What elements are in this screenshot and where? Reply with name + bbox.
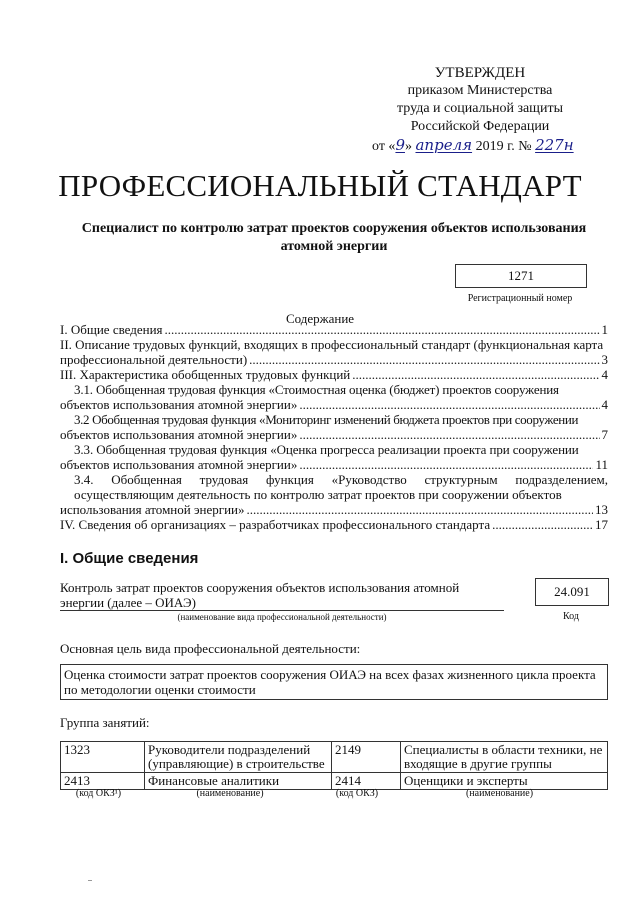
- toc-item-3-3[interactable]: [60, 442, 608, 472]
- occupation-name-cell: Финансовые аналитики: [145, 773, 332, 790]
- activity-code-caption: Код: [563, 611, 579, 622]
- toc-item-text: профессиональной деятельности): [60, 352, 248, 367]
- toc-item-text: объектов использования атомной энергии»: [60, 457, 298, 472]
- toc-item-page: 13: [595, 502, 608, 517]
- section-heading: I. Общие сведения: [60, 550, 199, 567]
- goal-label: Основная цель вида профессиональной деятельности:: [60, 641, 361, 656]
- document-title: ПРОФЕССИОНАЛЬНЫЙ СТАНДАРТ: [58, 168, 582, 203]
- toc-item-text-lead: 3.3. Обобщенная трудовая функция «Оценка прогресса реализации проекта при сооружении: [74, 442, 579, 457]
- approval-title: УТВЕРЖДЕН: [434, 65, 526, 81]
- toc-item-page: 7: [601, 427, 608, 442]
- goal-text-box: Оценка стоимости затрат проектов сооружения ОИАЭ на всех фазах жизненного цикла проекта по методологии оценки стоимости: [60, 664, 608, 700]
- table-row: [61, 773, 608, 790]
- name-caption-2: (наименование): [465, 788, 534, 799]
- okz-code-cell: 2149: [332, 742, 401, 773]
- okz-caption-2: (код ОКЗ): [335, 788, 379, 799]
- toc-item-page: 4: [601, 367, 608, 382]
- registration-number-box: 1271: [455, 264, 587, 288]
- toc-item-text: использования атомной энергии»: [60, 502, 245, 517]
- approval-line-federation: Российской Федерации: [410, 119, 550, 134]
- toc-item-3-4[interactable]: [60, 472, 608, 517]
- toc-item-text-lead: 3.1. Обобщенная трудовая функция «Стоимостная оценка (бюджет) проектов сооружения: [74, 382, 559, 397]
- okz-code-cell: 1323: [61, 742, 145, 773]
- activity-caption: (наименование вида профессиональной деятельности): [177, 612, 387, 622]
- toc-heading: Содержание: [285, 311, 355, 326]
- order-month-handwritten: апреля: [415, 136, 473, 154]
- toc-item-page: 17: [595, 517, 608, 532]
- approval-block: [360, 64, 600, 156]
- toc-item-page: 3: [601, 352, 608, 367]
- okz-code-cell: 2414: [332, 773, 401, 790]
- toc-item-page: 11: [595, 457, 608, 472]
- toc-item-3-2[interactable]: [60, 412, 608, 442]
- toc-item-text: I. Общие сведения: [60, 322, 163, 337]
- approval-line-ministry: приказом Министерства: [407, 83, 553, 98]
- activity-underline: [60, 610, 504, 611]
- toc-item-page: 4: [601, 397, 608, 412]
- toc-item-text: объектов использования атомной энергии»: [60, 397, 298, 412]
- approval-line-labor: труда и социальной защиты: [397, 101, 563, 116]
- occupation-group-label: Группа занятий:: [60, 715, 150, 730]
- table-row: [61, 742, 608, 773]
- occupation-name-cell: Специалисты в области техники, не входящие в другие группы: [401, 742, 608, 773]
- okz-caption-1: (код ОКЗ¹): [75, 788, 122, 799]
- order-prefix: от «: [372, 139, 396, 154]
- order-mid: »: [404, 139, 412, 154]
- toc-item-text-lead: II. Описание трудовых функций, входящих в профессиональный стандарт (функциональная карта: [60, 337, 604, 352]
- toc-item-text-lead: 3.4. Обобщенная трудовая функция «Руководство структурным подразделением, осуществляющим деятельность по контролю затрат проектов при сооружении объектов: [74, 472, 608, 502]
- occupation-table: [60, 741, 608, 790]
- activity-name: Контроль затрат проектов сооружения объектов использования атомной энергии (далее – ОИАЭ): [60, 580, 460, 610]
- toc-item-text-lead: 3.2 Обобщенная трудовая функция «Мониторинг изменений бюджета проектов при сооружении: [74, 412, 579, 427]
- toc-item-page: 1: [601, 322, 608, 337]
- okz-code-cell: 2413: [61, 773, 145, 790]
- approval-order-line: [360, 136, 600, 156]
- table-of-contents: [60, 322, 608, 532]
- toc-item-text: IV. Сведения об организациях – разработчиках профессионального стандарта: [60, 517, 491, 532]
- name-caption-1: (наименование): [196, 788, 264, 799]
- occupation-name-cell: Руководители подразделений (управляющие) в строительстве: [145, 742, 332, 773]
- registration-number-caption: Регистрационный номер: [467, 293, 573, 304]
- document-subtitle: Специалист по контролю затрат проектов сооружения объектов использования атомной энергии: [81, 221, 587, 254]
- toc-item-2[interactable]: [60, 337, 608, 367]
- occupation-name-cell: Оценщики и эксперты: [401, 773, 608, 790]
- toc-item-text: III. Характеристика обобщенных трудовых функций: [60, 367, 351, 382]
- toc-item-text: объектов использования атомной энергии»: [60, 427, 298, 442]
- order-year: 2019 г. №: [475, 139, 532, 154]
- toc-item-3[interactable]: [60, 367, 608, 382]
- order-number-handwritten: 227н: [535, 136, 574, 154]
- activity-code-box: 24.091: [535, 578, 609, 606]
- toc-item-3-1[interactable]: [60, 382, 608, 412]
- toc-item-4[interactable]: [60, 517, 608, 532]
- order-day-handwritten: 9: [395, 136, 405, 154]
- scan-mark: [88, 880, 92, 881]
- toc-item-1[interactable]: [60, 322, 608, 337]
